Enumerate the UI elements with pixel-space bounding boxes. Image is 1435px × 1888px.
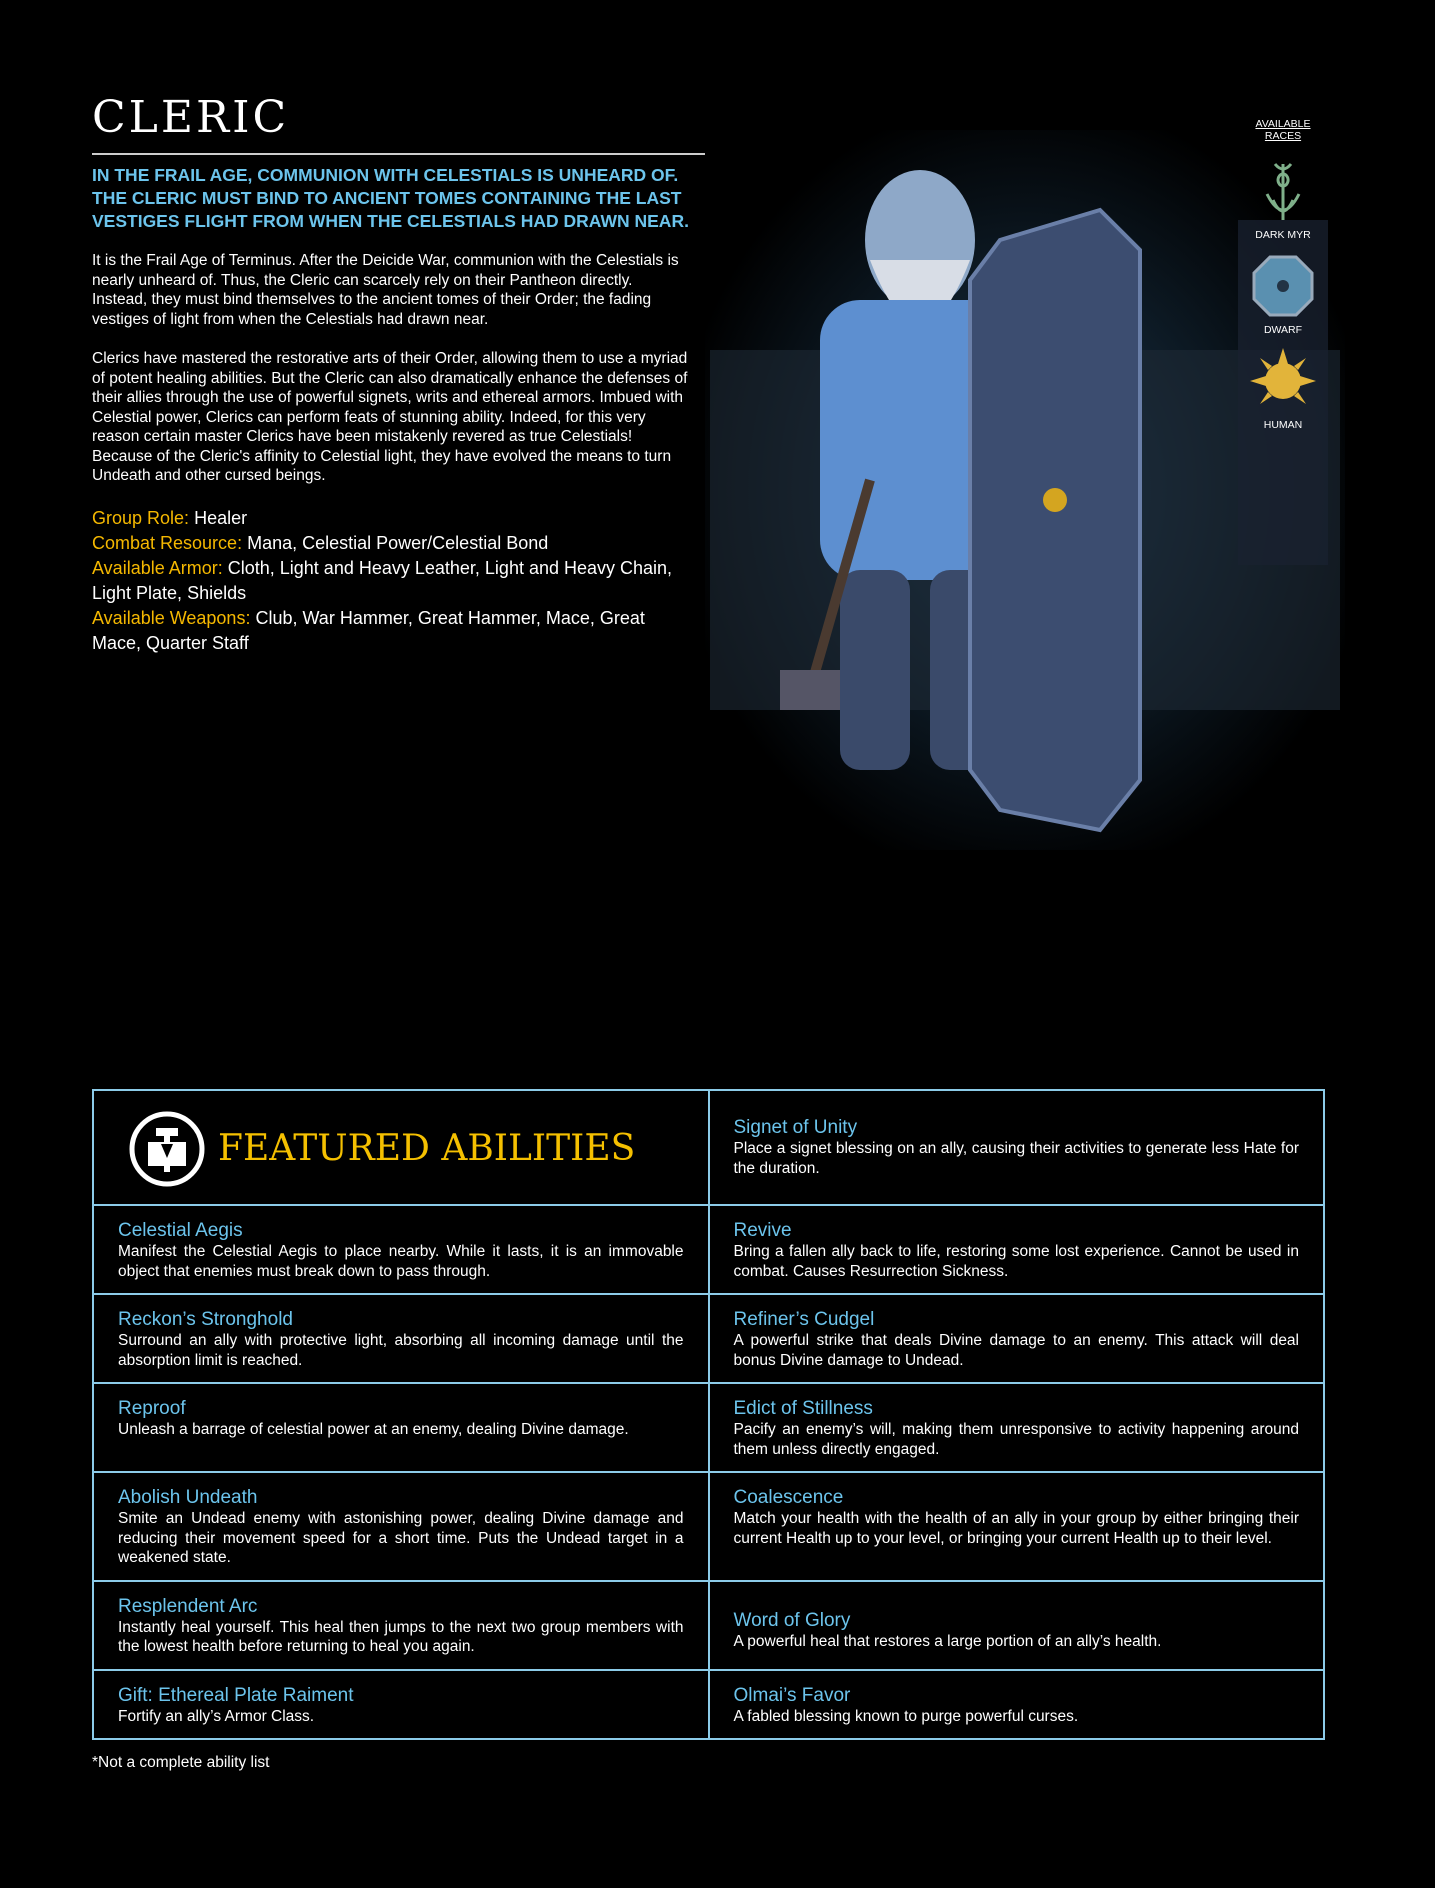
dwarf-icon	[1250, 253, 1316, 319]
ability-cell: Refiner’s Cudgel A powerful strike that deals Divine damage to an enemy. This attack will deal bonus Divine damage to Undead.	[709, 1294, 1325, 1383]
tome-hammer-icon	[128, 1110, 206, 1188]
ability-cell: Gift: Ethereal Plate Raiment Fortify an ally’s Armor Class.	[93, 1670, 709, 1740]
footnote: *Not a complete ability list	[92, 1754, 270, 1771]
ability-cell: Signet of Unity Place a signet blessing on an ally, causing their activities to generate less Hate for the duration.	[709, 1090, 1325, 1205]
ability-cell: Olmai’s Favor A fabled blessing known to purge powerful curses.	[709, 1670, 1325, 1740]
intro-column	[92, 164, 690, 656]
ability-cell: Coalescence Match your health with the health of an ally in your group by either bringing their current Health up to your level, or bringing your current Health up to their level.	[709, 1472, 1325, 1581]
abilities-table	[92, 1089, 1325, 1740]
race-dwarf[interactable]: DWARF	[1238, 253, 1328, 336]
abilities-heading: FEATURED ABILITIES	[218, 1128, 636, 1169]
page-title: CLERIC	[92, 92, 290, 143]
title-divider	[92, 153, 709, 155]
ability-cell: Word of Glory A powerful heal that restores a large portion of an ally’s health.	[709, 1581, 1325, 1670]
tagline: IN THE FRAIL AGE, COMMUNION WITH CELESTIALS IS UNHEARD OF. THE CLERIC MUST BIND TO ANCIENT TOMES CONTAINING THE LAST VESTIGES FLIGHT FROM WHEN THE CELESTIALS HAD DRAWN NEAR.	[92, 165, 689, 231]
abilities-section	[92, 1089, 1325, 1772]
available-races	[1238, 118, 1328, 443]
ability-cell: Reckon’s Stronghold Surround an ally with protective light, absorbing all incoming damage until the absorption limit is reached.	[93, 1294, 709, 1383]
combat-resource: Combat Resource: Mana, Celestial Power/Celestial Bond	[92, 532, 549, 553]
ability-cell: Resplendent Arc Instantly heal yourself. This heal then jumps to the next two group members with the lowest health before returning to heal you again.	[93, 1581, 709, 1670]
race-human[interactable]: HUMAN	[1238, 348, 1328, 431]
dark-myr-icon	[1261, 160, 1305, 224]
intro-paragraph: It is the Frail Age of Terminus. After the Deicide War, communion with the Celestials is nearly unheard of. Thus, the Cleric can scarcely rely on their Pantheon directly. Instead, they must bind themselves to the ancient tomes of their Order; the fading vestiges of light from when the Celestials had drawn near.	[92, 252, 679, 328]
races-heading: AVAILABLE RACES	[1255, 118, 1311, 142]
class-info	[92, 506, 690, 656]
ability-cell: Celestial Aegis Manifest the Celestial Aegis to place nearby. While it lasts, it is an immovable object that enemies must break down to pass through.	[93, 1205, 709, 1294]
group-role: Group Role: Healer	[92, 507, 248, 528]
available-weapons: Available Weapons: Club, War Hammer, Great Hammer, Mace, Great Mace, Quarter Staff	[92, 607, 645, 653]
available-armor: Available Armor: Cloth, Light and Heavy Leather, Light and Heavy Chain, Light Plate, Shields	[92, 557, 673, 603]
race-dark-myr[interactable]: DARK MYR	[1238, 160, 1328, 241]
abilities-header	[93, 1090, 709, 1205]
human-lion-icon	[1250, 348, 1316, 414]
ability-cell: Edict of Stillness Pacify an enemy’s will, making them unresponsive to activity happening around them unless directly engaged.	[709, 1383, 1325, 1472]
ability-cell: Reproof Unleash a barrage of celestial power at an enemy, dealing Divine damage.	[93, 1383, 709, 1472]
description-paragraph: Clerics have mastered the restorative arts of their Order, allowing them to use a myriad of potent healing abilities. But the Cleric can also dramatically enhance the defenses of their allies through the use of powerful signets, writs and ethereal armors. Imbued with Celestial power, Clerics can perform feats of stunning ability. Indeed, for this very reason certain master Clerics have been mistakenly revered as true Celestials! Because of the Cleric's affinity to Celestial light, they have evolved the means to turn Undeath and other cursed beings.	[92, 350, 688, 484]
ability-cell: Revive Bring a fallen ally back to life, restoring some lost experience. Cannot be used in combat. Causes Resurrection Sickness.	[709, 1205, 1325, 1294]
ability-cell: Abolish Undeath Smite an Undead enemy with astonishing power, dealing Divine damage and reducing their movement speed for a short time. Puts the Undead target in a weakened state.	[93, 1472, 709, 1581]
